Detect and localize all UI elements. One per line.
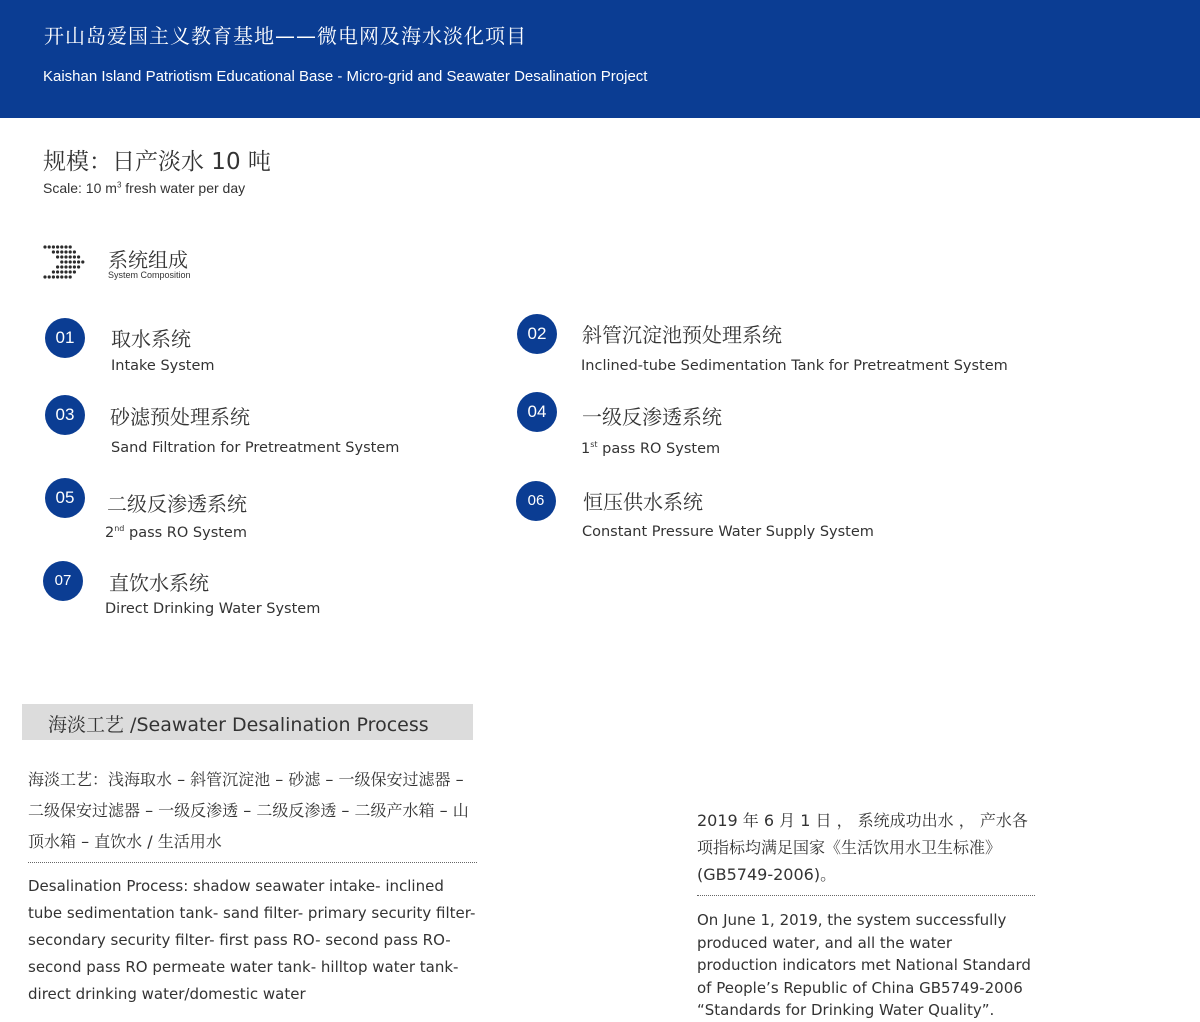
system-title-en-03: Sand Filtration for Pretreatment System: [111, 440, 400, 456]
system-title-cn-03: 砂滤预处理系统: [110, 405, 250, 429]
system-badge-07: 07: [43, 561, 83, 601]
system-title-cn-05: 二级反渗透系统: [107, 492, 247, 516]
result-text-en: On June 1, 2019, the system successfully produced water, and all the water production indicators met National Standard of People’s Republic of China GB5749-2006 “Standards for Drinking Water Quality”.: [697, 911, 1031, 1019]
system-title-cn-07: 直饮水系统: [109, 571, 209, 595]
scale-title-cn: 规模：日产淡水 10 吨: [43, 149, 271, 175]
system-badge-01: 01: [45, 318, 85, 358]
result-divider: [697, 895, 1035, 896]
scale-title-en: Scale: 10 $m^3$ fresh water per day: [43, 180, 246, 196]
process-heading-bar: [22, 704, 473, 740]
system-title-en-07: Direct Drinking Water System: [105, 601, 321, 617]
process-text-cn: 海淡工艺：浅海取水 – 斜管沉淀池 – 砂滤 – 一级保安过滤器 – 二级保安过滤器 – 一级反渗透 – 二级反渗透 – 二级产水箱 – 山顶水箱 – 直饮水 / 生活用水: [28, 770, 469, 851]
dotted-arrow-icon: [43, 244, 87, 280]
header-title-cn: 开山岛爱国主义教育基地——微电网及海水淡化项目: [44, 24, 527, 48]
system-title-en-05: 2nd pass RO System: [105, 524, 247, 541]
system-badge-06: 06: [516, 481, 556, 521]
system-title-cn-06: 恒压供水系统: [583, 490, 703, 514]
system-title-en-04: 1st pass RO System: [581, 440, 721, 457]
section-title-cn: 系统组成: [108, 248, 188, 272]
process-divider: [28, 862, 477, 863]
system-title-cn-01: 取水系统: [111, 327, 191, 351]
system-title-en-01: Intake System: [111, 358, 215, 374]
system-title-en-02: Inclined-tube Sedimentation Tank for Pretreatment System: [581, 358, 1008, 374]
system-badge-05: 05: [45, 478, 85, 518]
process-text-en: Desalination Process: shadow seawater intake- inclined tube sedimentation tank- sand filter- primary security filter- secondary security filter- first pass RO- second pass RO- second pass RO permeate water tank- hilltop water tank- direct drinking water/domestic water: [28, 877, 476, 1003]
system-badge-03: 03: [45, 395, 85, 435]
process-heading: 海淡工艺 /Seawater Desalination Process: [48, 714, 429, 736]
page-header: [0, 0, 1200, 118]
system-title-en-06: Constant Pressure Water Supply System: [582, 524, 874, 540]
system-badge-04: 04: [517, 392, 557, 432]
result-text-cn: 2019 年 6 月 1 日 ， 系统成功出水 ， 产水各项指标均满足国家《生活饮用水卫生标准》(GB5749-2006)。: [697, 811, 1028, 884]
section-title-en: System Composition: [108, 270, 191, 280]
header-title-en: Kaishan Island Patriotism Educational Base - Micro-grid and Seawater Desalination Project: [43, 68, 648, 85]
system-title-cn-04: 一级反渗透系统: [582, 405, 722, 429]
system-badge-02: 02: [517, 314, 557, 354]
system-title-cn-02: 斜管沉淀池预处理系统: [582, 323, 782, 347]
